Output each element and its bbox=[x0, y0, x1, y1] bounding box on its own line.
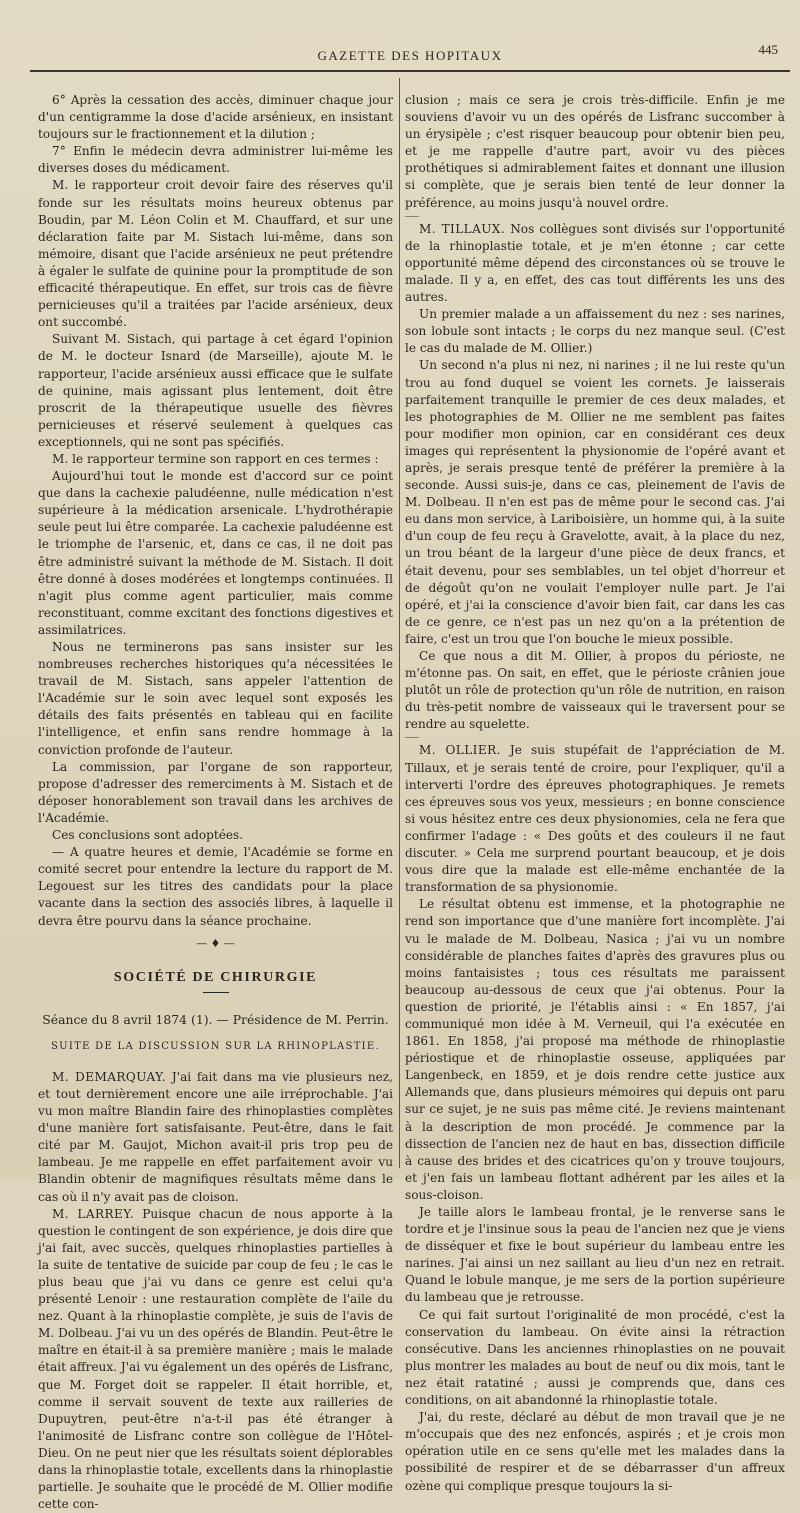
speech-paragraph bbox=[38, 1069, 393, 1206]
paragraph: Un second n'a plus ni nez, ni narines ; il ne lui reste qu'un trou au fond duquel se voient les cornets. Je laisserais parfaitement tranquille le premier de ces deux malades, et les photographies de M. Ollier ne me semblent pas faites pour modifier mon opinion, car en considérant ces deux images qui représentent la physionomie de l'opéré avant et après, je serais presque tenté de préférer la première à la seconde. Aussi suis-je, dans ce cas, pleinement de l'avis de M. Dolbeau. Il n'en est pas de même pour le second cas. J'ai eu dans mon service, à Lariboisière, un homme qui, à la suite d'un coup de feu reçu à Gravelotte, avait, à la place du nez, un trou béant de la largeur d'une pièce de deux francs, et était devenu, pour ses semblables, un tel objet d'horreur et de dégoût qu'on ne voulait l'employer nulle part. Je l'ai opéré, et j'ai la conscience d'avoir bien fait, car dans les cas de ce genre, ce n'est pas un nez qu'on a la prétention de faire, c'est un trou que l'on bouche le mieux possible. bbox=[405, 358, 785, 646]
paragraph: Le résultat obtenu est immense, et la photographie ne rend son importance que d'une manière fort incomplète. J'ai vu le malade de M. Dolbeau, Nasica ; j'ai vu un nombre considérable de planches faites d'après des gravures plus ou moins fantaisistes ; tous ces résultats me paraissent beaucoup au-dessous de ceux que j'ai obtenus. Pour la question de priorité, je l'établis ainsi : « En 1857, j'ai communiqué mon idée à M. Verneuil, qui l'a exécutée en 1861. En 1858, j'ai proposé ma méthode de rhinoplastie périostique et de rhinoplastie osseuse, appliquées par Langenbeck, en 1859, et je dois rendre cette justice aux Allemands que, dans plusieurs mémoires qui depuis ont paru sur ce sujet, je ne suis pas même cité. Je reviens maintenant à la description de mon procédé. Je commence par la dissection de l'ancien nez de haut en bas, dissection difficile à cause des brides et des cicatrices qu'on y trouve toujours, et j'en fais un lambeau flottant adhérent par les ailes et la sous-cloison. bbox=[405, 897, 785, 1202]
paragraph: Ce que nous a dit M. Ollier, à propos du périoste, ne m'étonne pas. On sait, en effet, que le périoste crânien joue plutôt un rôle de protection qu'un rôle de nutrition, en raison du très-petit nombre de vaisseaux qui le traversent pour se rendre au squelette. bbox=[405, 649, 785, 732]
speech-paragraph bbox=[405, 221, 785, 306]
seance-line: Séance du 8 avril 1874 (1). — Présidence de M. Perrin. bbox=[42, 1011, 389, 1027]
speaker-name: M. TILLAUX. bbox=[419, 221, 506, 236]
paragraph: Aujourd'hui tout le monde est d'accord sur ce point que dans la cachexie paludéenne, nulle médication n'est supérieure à la médication arsenicale. L'hydrothérapie seule peut lui être comparée. La cachexie paludéenne est le triomphe de l'arsenic, et, dans ce cas, il ne doit pas être administré suivant la méthode de M. Sistach. Il doit être donné à doses modérées et longtemps continuées. Il n'agit plus comme agent particulier, mais comme reconstituant, comme excitant des fonctions digestives et assimilatrices. bbox=[38, 469, 393, 637]
speech-paragraph bbox=[38, 1206, 393, 1513]
paragraph: M. le rapporteur croit devoir faire des réserves qu'il fonde sur les résultats moins heureux obtenus par Boudin, par M. Léon Colin et M. Chauffard, et sur une déclaration faite par M. Sistach lui-même, dans son mémoire, disant que l'acide arsénieux ne peut prétendre à égaler le sulfate de quinine pour la promptitude de son efficacité thérapeutique. En effet, sur trois cas de fièvre pernicieuses qu'il a traitées par l'acide arsénieux, deux ont succombé. bbox=[38, 178, 393, 330]
speaker-name: M. LARREY. bbox=[52, 1206, 135, 1221]
speech-text: Nos collègues sont divisés sur l'opportunité de la rhinoplastie totale, et je m'en étonne ; car cette opportunité même dépend des circonstances où se trouve le malade. Il y a, en effet, des cas tout différents les uns des autres. bbox=[405, 221, 785, 305]
page-header bbox=[30, 40, 790, 72]
paragraph: M. le rapporteur termine son rapport en ces termes : bbox=[52, 451, 379, 466]
speech-text: Puisque chacun de nous apporte à la question le contingent de son expérience, je dois dire que j'ai fait, avec succès, quelques rhinoplasties partielles à la suite de tentative de suicide par coup de feu ; le cas le plus beau que j'ai vu dans ce genre est celui qu'a présenté Lenoir : une restauration complète de l'aile du nez. Quant à la rhinoplastie complète, je suis de l'avis de M. Dolbeau. J'ai vu un des opérés de Blandin. Peut-être le maître en était-il à sa première manière ; mais le malade était affreux. J'ai vu également un des opérés de Lisfranc, que M. Forget doit se rappeler. Il était horrible, et, comme il servait souvent de texte aux railleries de Dupuytren, peut-être n'a-t-il pas été étranger à l'animosité de Lisfranc contre son collègue de l'Hôtel-Dieu. On ne peut nier que les résultats soient déplorables dans la rhinoplastie totale, excellents dans la rhinoplastie partielle. Je souhaite que le procédé de M. Ollier modifie cette con- bbox=[38, 1206, 393, 1512]
speaker-name: M. OLLIER. bbox=[419, 743, 501, 758]
column-divider bbox=[399, 78, 400, 1168]
paragraph: Je taille alors le lambeau frontal, je le renverse sans le tordre et je l'insinue sous la peau de l'ancien nez que je viens de disséquer et fixe le bout supérieur du lambeau entre les narines. J'ai ainsi un nez saillant au lieu d'un nez en retrait. Quand le lobule manque, je me sers de la portion supérieure du lambeau que je retrousse. bbox=[405, 1205, 785, 1305]
paragraph: Nous ne terminerons pas sans insister sur les nombreuses recherches historiques qu'a nécessitées le travail de M. Sistach, sans appeler l'attention de l'Académie sur le soin avec lequel sont exposés les détails des faits présentés en tableau qui en facilite l'intelligence, et enfin sans rendre hommage à la conviction profonde de l'auteur. bbox=[38, 640, 393, 757]
title-rule bbox=[203, 992, 229, 993]
speech-text: Je suis stupéfait de l'appréciation de M. Tillaux, et je serais tenté de croire, pour l'expliquer, qu'il a interverti l'ordre des épreuves photographiques. Je remets ces épreuves sous vos yeux, messieurs ; en bonne conscience si vous hésitez entre ces deux physionomies, cela ne fera que confirmer l'adage : « Des goûts et des couleurs il ne faut discuter. » Cela me surprend pourtant beaucoup, et je dois vous dire que la malade est elle-même enchantée de la transformation de sa physionomie. bbox=[405, 743, 785, 895]
section-title: SOCIÉTÉ DE CHIRURGIE bbox=[113, 969, 318, 985]
paragraph: J'ai, du reste, déclaré au début de mon travail que je ne m'occupais que des nez enfoncés, aspirés ; et je crois mon opération utile en ce sens qu'elle met les malades dans la possibilité de respirer et de se débarrasser d'un affreux ozène qui complique presque toujours la si- bbox=[405, 1410, 785, 1493]
speech-paragraph bbox=[405, 742, 785, 896]
speaker-name: M. DEMARQUAY. bbox=[52, 1069, 167, 1084]
page-number: 445 bbox=[758, 42, 778, 57]
paragraph: — A quatre heures et demie, l'Académie se forme en comité secret pour entendre la lecture du rapport de M. Legouest sur les titres des candidats pour la place vacante dans la section des associés libres, à laquelle il devra être pourvu dans la séance prochaine. bbox=[38, 845, 393, 928]
paragraph: Ce qui fait surtout l'originalité de mon procédé, c'est la conservation du lambeau. On évite ainsi la rétraction consécutive. Dans les anciennes rhinoplasties on ne pouvait plus montrer les malades au bout de neuf ou dix mois, tant le nez était ratatiné ; aussi je comprends que, dans ces conditions, on ait abandonné la rhinoplastie totale. bbox=[405, 1307, 785, 1408]
paragraph: La commission, par l'organe de son rapporteur, propose d'adresser des remerciments à M. Sistach et de déposer honorablement son travail dans les archives de l'Académie. bbox=[38, 759, 393, 825]
paragraph: Ces conclusions sont adoptées. bbox=[52, 828, 244, 843]
right-column bbox=[405, 92, 785, 1493]
paragraph: Suivant M. Sistach, qui partage à cet égard l'opinion de M. le docteur Isnard (de Marseille), ajoute M. le rapporteur, l'acide arsénieux aussi efficace que le sulfate de quinine, mais agissant plus lentement, doit être proscrit de la thérapeutique usuelle des fièvres pernicieuses et réservé seulement à quelques cas exceptionnels, qui ne sont pas spécifiés. bbox=[38, 332, 393, 449]
section-ornament: — ♦ — bbox=[196, 936, 235, 950]
left-column bbox=[38, 92, 393, 1512]
separator-rule bbox=[405, 216, 419, 217]
discussion-heading: SUITE DE LA DISCUSSION SUR LA RHINOPLASTIE. bbox=[50, 1040, 381, 1052]
journal-title: GAZETTE DES HOPITAUX bbox=[317, 48, 503, 63]
paragraph: Un premier malade a un affaissement du nez : ses narines, son lobule sont intacts ; le corps du nez manque seul. (C'est le cas du malade de M. Ollier.) bbox=[405, 307, 785, 356]
paragraph: clusion ; mais ce sera je crois très-difficile. Enfin je me souviens d'avoir vu un des opérés de Lisfranc succomber à un érysipèle ; c'est risquer beaucoup pour obtenir bien peu, et je me rappelle d'autre part, avoir vu des pièces prothétiques si admirablement faites et donnant une illusion si complète, que je serais bien tenté de leur donner la préférence, au moins jusqu'à nouvel ordre. bbox=[405, 93, 785, 210]
separator-rule bbox=[405, 737, 419, 738]
paragraph: 6° Après la cessation des accès, diminuer chaque jour d'un centigramme la dose d'acide arsénieux, en insistant toujours sur le fractionnement et la dilution ; bbox=[38, 93, 393, 142]
speech-text: J'ai fait dans ma vie plusieurs nez, et tout dernièrement encore une aile irréprochable. J'ai vu mon maître Blandin faire des rhinoplasties complètes d'une manière fort satisfaisante. Peut-être, dans le fait cité par M. Gaujot, Michon avait-il pris trop peu de lambeau. Je me rappelle en effet parfaitement avoir vu Blandin obtenir de magnifiques résultats même dans le cas où il n'y avait pas de cloison. bbox=[38, 1069, 393, 1204]
paragraph: 7° Enfin le médecin devra administrer lui-même les diverses doses du médicament. bbox=[38, 144, 393, 176]
